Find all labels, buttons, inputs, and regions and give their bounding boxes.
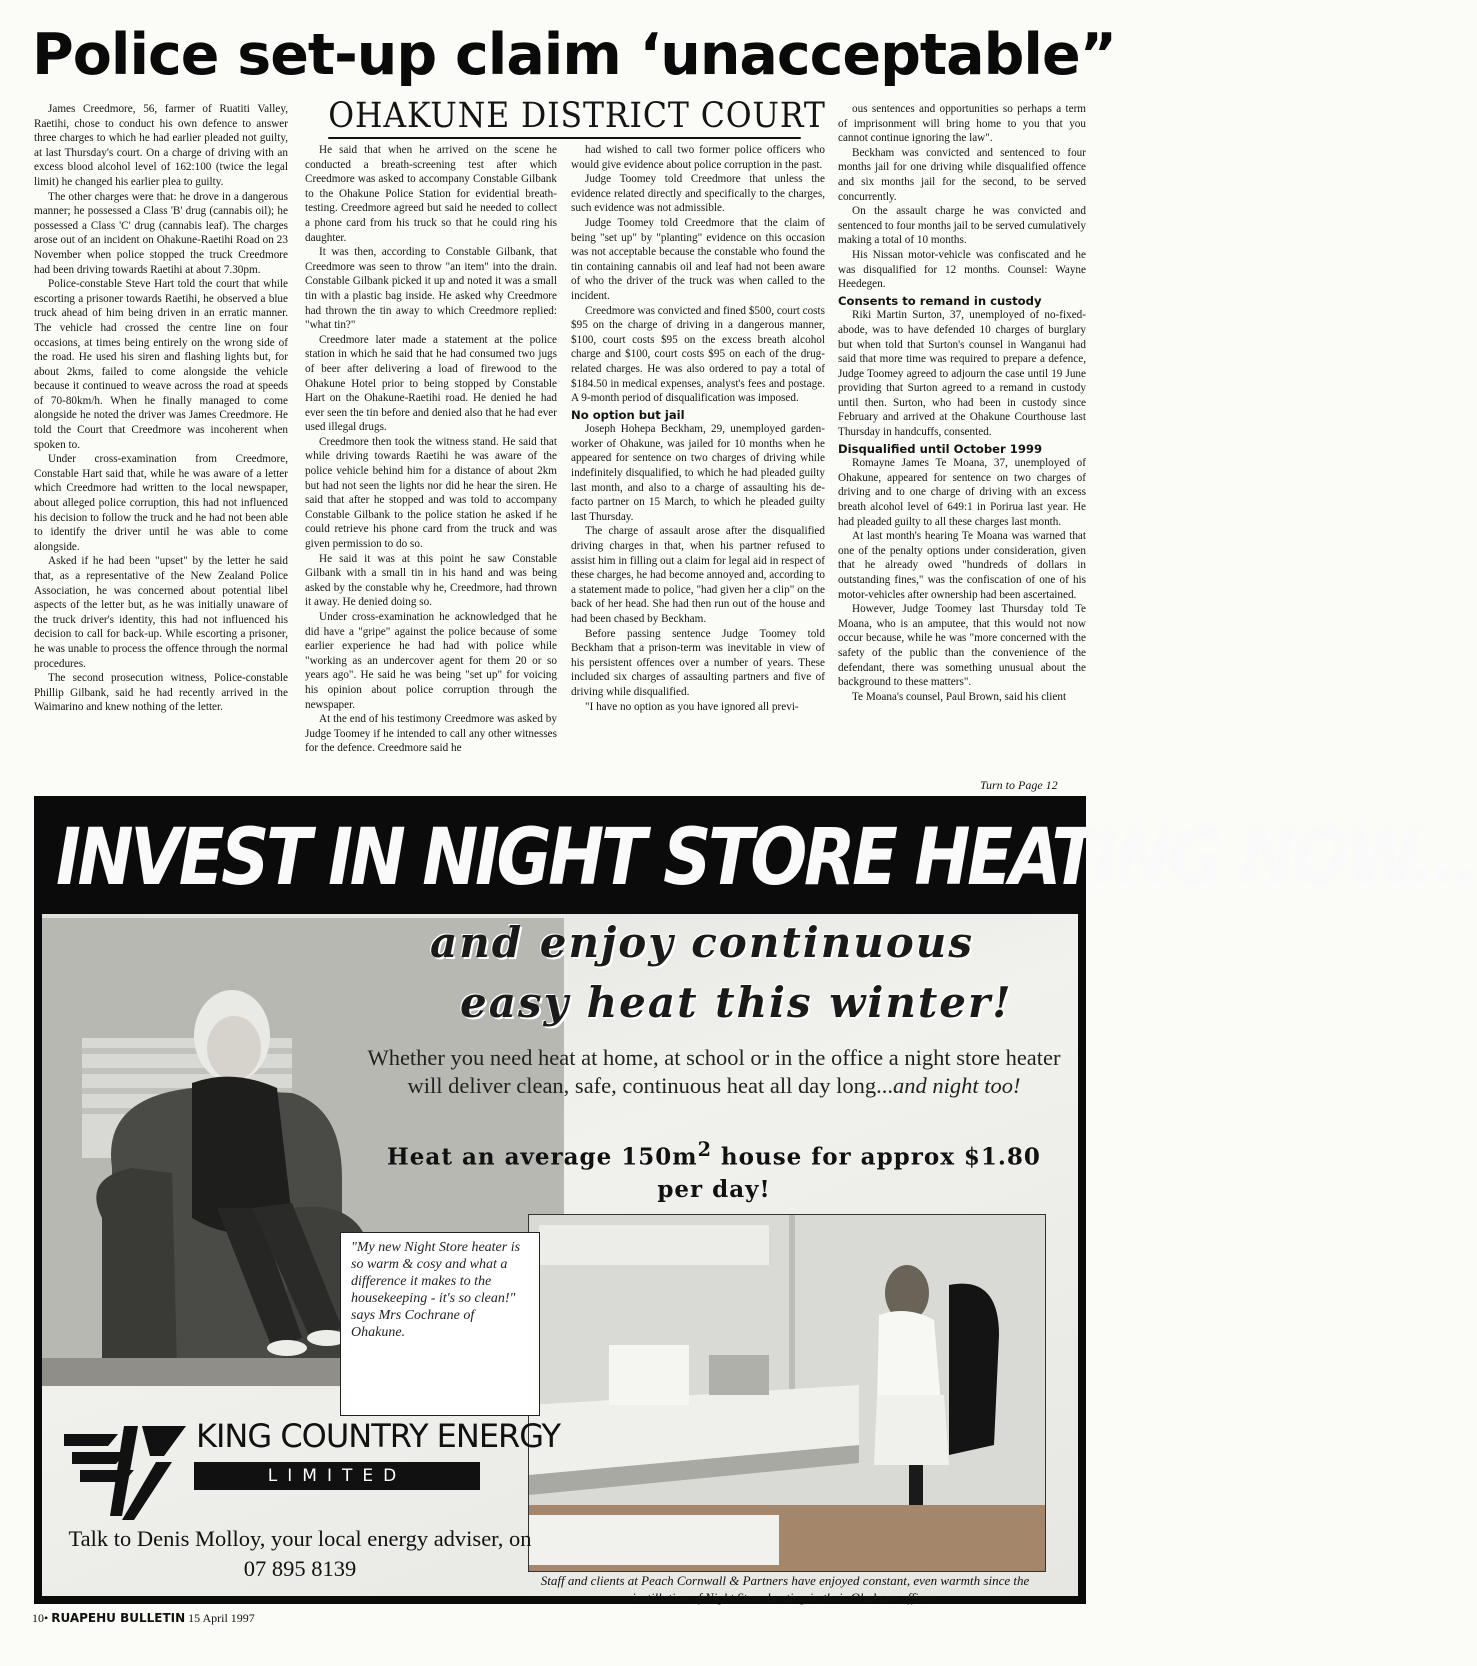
paragraph: The second prosecution witness, Police-constable Phillip Gilbank, said he had recently arrived in the Waimarino and knew nothing of the letter. [34,672,288,714]
column-3-part-b [571,422,825,714]
paragraph: Judge Toomey told Creedmore that unless the evidence related directly and specifically to the charges, such evidence was not admissible. [571,173,825,215]
paragraph: Under cross-examination he acknowledged that he did have a "gripe" against the police because of some earlier experience he had had with police while "working as an undercover agent for them 20 or so years ago". He said he was being "set up" for voicing his opinion about police corruption through the newspaper. [305,611,557,711]
paragraph: On the assault charge he was convicted and sentenced to four months jail to be served cumulatively making a total of 10 months. [838,205,1086,247]
paragraph: He said that when he arrived on the scene he conducted a breath-screening test after which Creedmore was asked to accompany Constable Gilbank to the Ohakune Police Station for evidential breath-testing. Creedmore agreed but said he needed to collect a phone card from his truck so that he could ring his daughter. [305,144,557,244]
paragraph: Romayne James Te Moana, 37, unemployed of Ohakune, appeared for sentence on two charges of driving and to one charge of driving with an excess breath alcohol level of 649:1 in Porirua last year. He had pleaded guilty to all these charges last month. [838,457,1086,528]
subhead-no-option: No option but jail [571,407,685,422]
paragraph: Creedmore then took the witness stand. He said that while driving towards Raetihi he was aware of the police vehicle behind him for a distance of about 2km but had not seen the lights nor did he hear the siren. He said that after he stopped and was told to accompany Constable Gilbank to the police station he asked if he could retrieve his phone card from the truck and was given permission to do so. [305,435,557,551]
paragraph: Creedmore was convicted and fined $500, court costs $95 on the charge of driving in a dangerous manner, $100, court costs $95 on the excess breath alcohol charge and $100, court costs $95 on each of the drug-related charges. He was also ordered to pay a total of $184.50 in medical expenses, analyst's fees and postage. A 9-month period of disqualification was imposed. [571,304,825,405]
paragraph: However, Judge Toomey last Thursday told Te Moana, who is an amputee, that this would not now occur because, while he was "more concerned with the safety of the public than the convenience of the defendant, there was something unusual about the background to these matters". [838,603,1086,689]
paragraph: Judge Toomey told Creedmore that the claim of being "set up" by "planting" evidence on this occasion was not acceptable because the constable who found the tin containing cannabis oil and leaf had not been aware of who the driver of the truck was when called to the incident. [571,216,825,302]
ad-script-line-2: easy heat this winter! [460,978,1013,1027]
subhead-disqualified: Disqualified until October 1999 [838,441,1043,456]
ad-lead-main: Whether you need heat at home, at school or in the office a night store heater will deliver clean, safe, continuous heat all day long... [367,1045,1061,1098]
photo-office-worker [528,1214,1046,1572]
ad-headline: INVEST IN NIGHT STORE HEATING NOW... [56,813,1477,903]
advertisement [34,796,1477,1605]
column-4-part-a [838,102,1086,292]
paragraph: His Nissan motor-vehicle was confiscated and he was disqualified for 12 months. Counsel: Wayne Heedegen. [838,248,1086,291]
ad-offer-b: house for approx $1.80 per day! [657,1143,1041,1203]
article-column-4 [838,102,1086,794]
contact-line: Talk to Denis Molloy, your local energy adviser, on 07 895 8139 [68,1526,532,1581]
ad-offer [364,1134,1064,1206]
page-number: 10 [32,1611,44,1625]
king-country-energy-logo [60,1416,561,1528]
ad-lead-text [364,1044,1064,1100]
page-footer: 10• RUAPEHU BULLETIN 15 April 1997 [32,1611,255,1625]
article-column-1 [34,102,288,778]
paragraph: James Creedmore, 56, farmer of Ruatiti Valley, Raetihi, chose to conduct his own defence to answer three charges to which he had earlier pleaded not guilty, at last Thursday's court. On a charge of driving with an excess blood alcohol level of 162:100 (twice the legal limit) he changed his earlier plea to guilty. [34,103,288,188]
paragraph: Creedmore later made a statement at the police station in which he said that he had consumed two jugs of beer after delivering a load of firewood to the Ohakune Hotel prior to being stopped by Constable Hart on the Ohakune-Raetihi road. He denied he had ever seen the tin before and denied also that he had ever used illegal drugs. [305,333,557,434]
paragraph: had wished to call two former police officers who would give evidence about police corruption in the past. [571,144,825,171]
logo-limited: LIMITED [194,1462,480,1490]
ad-offer-sup: 2 [697,1138,712,1161]
ad-offer-a: Heat an average 150m [387,1143,698,1171]
paper-name: RUAPEHU BULLETIN [51,1611,186,1625]
office-photo-graphic [529,1215,1045,1571]
paragraph: Police-constable Steve Hart told the court that while escorting a prisoner towards Raetihi, he observed a blue truck ahead of him being driven in an erratic manner. The vehicle had crossed the centre line on four occasions, at times being entirely on the wrong side of the road. He used his siren and flashing lights but, for about 2kms, failed to come alongside the vehicle because it continued to weave across the road at speeds of 70-80km/h. When he finally managed to come alongside he noted the driver was James Creedmore. He told the Court that Creedmore was incoherent when spoken to. [34,278,288,451]
kce-logo-icon [60,1416,190,1526]
paragraph: Joseph Hohepa Beckham, 29, unemployed garden-worker of Ohakune, was jailed for 10 months when he appeared for sentence on two charges of driving while indefinitely disqualified, to which he had pleaded guilty last month, and also to a charge of assaulting his de-facto partner on 15 March, to which he pleaded guilty last Thursday. [571,423,825,523]
ad-script-line-1: and enjoy continuous [430,918,974,967]
paragraph: He said it was at this point he saw Constable Gilbank with a small tin in his hand and was being asked by the constable why he, Creedmore, had thrown it away. He denied doing so. [305,552,557,609]
paragraph: It was then, according to Constable Gilbank, that Creedmore was seen to throw "an item" into the drain. Constable Gilbank picked it up and noted it was a small tin with a plastic bag inside. He asked why Creedmore had thrown the tin away to which Creedmore replied: "what tin?" [305,246,557,332]
paragraph: At last month's hearing Te Moana was warned that one of the penalty options under consideration, given that he already owed "hundreds of dollars in outstanding fines," was the confiscation of one of his motor-vehicles after ownership had been ascertained. [838,530,1086,601]
paragraph: At the end of his testimony Creedmore was asked by Judge Toomey if he intended to call any other witnesses for the defence. Creedmore said he [305,713,557,755]
paragraph: ous sentences and opportunities so perhaps a term of imprisonment will bring home to you that you cannot continue ignoring the law". [838,103,1086,145]
article-column-3 [571,143,825,793]
subhead-consents: Consents to remand in custody [838,293,1042,308]
paragraph: Te Moana's counsel, Paul Brown, said his client [852,690,1067,703]
column-4-part-b [838,308,1086,439]
paragraph: "I have no option as you have ignored all previ- [585,700,799,713]
paragraph: Asked if he had been "upset" by the letter he said that, as a representative of the New Zealand Police Association, he was concerned about potential libel aspects of the letter but, as he was initially unaware of the truck driver's identity, this had not influenced his decision to call for back-up. While escorting a prisoner, he was unable to process the offence through the normal procedures. [34,555,288,670]
turn-to-page: Turn to Page 12 [980,778,1058,792]
ad-lead-italic: and night too! [892,1073,1021,1098]
paragraph: The charge of assault arose after the disqualified driving charges in that, when his partner refused to assist him in filling out a claim for legal aid in respect of these charges, he had become annoyed and, according to a statement made to police, "had given her a clip" on the back of her head. She had then run out of the house and had been chased by Beckham. [571,525,825,625]
article-column-2 [305,143,557,793]
photo-caption: Staff and clients at Peach Cornwall & Partners have enjoyed constant, even warmth since the instillation of Night Store heating in their Ohakune offices. [540,1573,1030,1605]
paragraph: The other charges were that: he drove in a dangerous manner; he possessed a Class 'B' drug (cannabis oil); he possessed a Class 'C' drug (cannabis leaf). The charges arose out of an incident on Ohakune-Raetihi Road on 23 November when police stopped the truck Creedmore had been driving towards Raetihi at about 7.30pm. [34,190,288,276]
paragraph: Riki Martin Surton, 37, unemployed of no-fixed-abode, was to have defended 10 charges of burglary but when told that Surton's counsel in Wanganui had said that more time was required to prepare a defence, Judge Toomey agreed to adjourn the case until 19 June providing that Surton agreed to a remand in custody until then. Surton, who had been in custody since February and arrived at the Ohakune Courthouse last Thursday in handcuffs, consented. [838,309,1086,439]
column-3-part-a [571,143,825,406]
section-title: OHAKUNE DISTRICT COURT [328,95,801,139]
paragraph: Before passing sentence Judge Toomey told Beckham that a prison-term was inevitable in view of his persistent offences over a number of years. These included six charges of assaulting partners and five of driving while disqualified. [571,627,825,698]
paragraph: Beckham was convicted and sentenced to four months jail for one driving while disqualified offence and six months jail for the second, to be served concurrently. [838,146,1086,203]
column-4-part-c [838,456,1086,704]
logo-company-name: KING COUNTRY ENERGY [196,1417,561,1455]
paragraph: Under cross-examination from Creedmore, Constable Hart said that, while he was aware of a letter which Creedmore had written to the local newspaper, about alleged police corruption, this had not influenced his decision to follow the truck and he had not been able to identify the driver until he was able to come alongside. [34,453,288,553]
issue-date: 15 April 1997 [188,1611,255,1625]
testimonial-quote: "My new Night Store heater is so warm & cosy and what a difference it makes to the housekeeping - it's so clean!" says Mrs Cochrane of Ohakune. [340,1232,540,1416]
headline: Police set-up claim ‘unacceptable” [32,22,1117,88]
